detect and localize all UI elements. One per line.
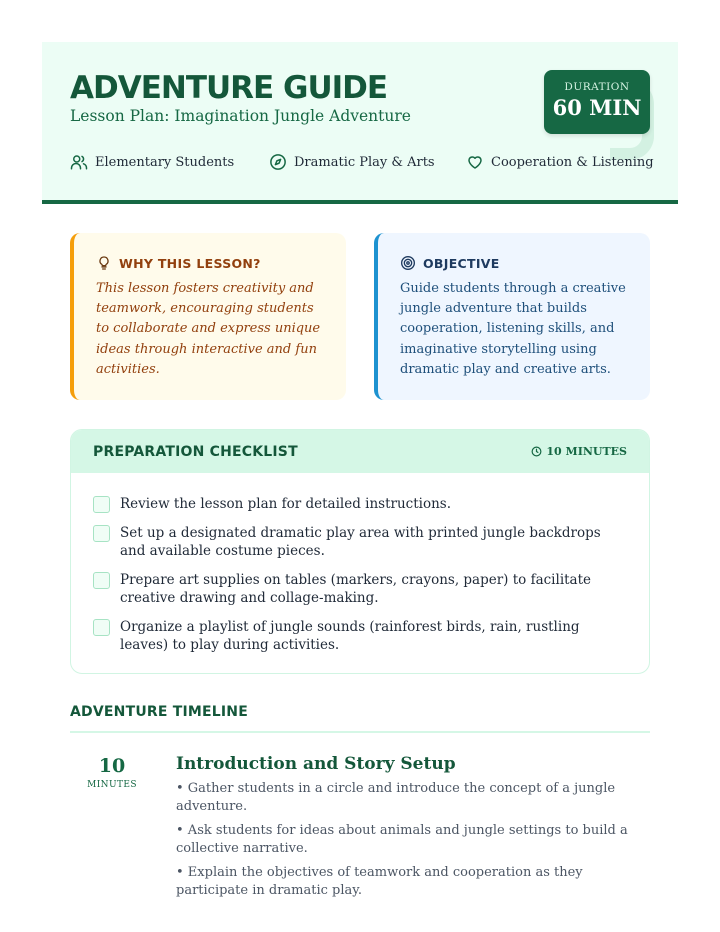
checkbox[interactable] — [93, 619, 110, 636]
objective-card-body: Guide students through a creative jungle adventure that builds cooperation, listening skills, and imaginative storytelling using dramatic play and creative arts. — [400, 281, 626, 377]
tag-label: Dramatic Play & Arts — [294, 154, 435, 170]
checklist-item-text: Prepare art supplies on tables (markers, crayons, paper) to facilitate creative drawing and collage-making. — [120, 572, 592, 606]
checklist-time — [531, 445, 627, 458]
page-title: ADVENTURE GUIDE — [70, 70, 388, 106]
tag-row — [70, 153, 654, 175]
checkbox[interactable] — [93, 496, 110, 513]
checklist-item — [93, 524, 625, 560]
duration-badge — [544, 70, 650, 134]
timeline-bullet: • Gather students in a circle and introduce the concept of a jungle adventure. — [176, 781, 616, 814]
checklist-item-text: Organize a playlist of jungle sounds (rainforest birds, rain, rustling leaves) to play during activities. — [120, 619, 580, 653]
timeline-title: ADVENTURE TIMELINE — [70, 704, 248, 720]
checklist-items — [71, 473, 649, 654]
checkbox[interactable] — [93, 572, 110, 589]
target-icon — [400, 255, 416, 271]
checklist-title: PREPARATION CHECKLIST — [93, 443, 298, 460]
duration-value: 60 MIN — [552, 95, 642, 120]
preparation-checklist — [70, 429, 650, 674]
checkbox[interactable] — [93, 525, 110, 542]
timeline-entry-bullets — [176, 780, 646, 899]
tag-subject — [269, 153, 435, 171]
page-subtitle: Lesson Plan: Imagination Jungle Adventure — [70, 107, 411, 125]
objective-card — [374, 233, 650, 400]
checklist-item — [93, 618, 625, 654]
why-card-title: WHY THIS LESSON? — [119, 255, 261, 271]
tag-skills — [466, 153, 654, 171]
timeline-bullet: • Explain the objectives of teamwork and cooperation as they participate in dramatic play. — [176, 865, 583, 898]
checklist-time-label: 10 MINUTES — [546, 445, 627, 458]
tag-label: Cooperation & Listening — [491, 154, 654, 170]
objective-card-title: OBJECTIVE — [423, 255, 500, 271]
header — [42, 42, 678, 204]
timeline-entry-heading: Introduction and Story Setup — [176, 754, 456, 774]
clock-icon — [531, 446, 542, 457]
objective-card-header — [400, 255, 630, 271]
heart-icon — [466, 153, 484, 171]
timeline-entry — [176, 754, 646, 906]
why-card-header — [96, 255, 326, 271]
why-card — [70, 233, 346, 400]
tag-audience — [70, 153, 234, 171]
timeline-duration-unit: MINUTES — [87, 780, 137, 790]
lightbulb-icon — [96, 255, 112, 271]
timeline-duration-number: 10 — [98, 755, 126, 777]
duration-label: DURATION — [564, 81, 630, 93]
checklist-header — [71, 430, 649, 473]
timeline-divider — [70, 731, 650, 733]
checklist-item — [93, 571, 625, 607]
checklist-item — [93, 495, 625, 513]
checklist-item-text: Set up a designated dramatic play area with printed jungle backdrops and available costume pieces. — [120, 525, 601, 559]
checklist-item-text: Review the lesson plan for detailed instructions. — [120, 496, 451, 512]
compass-icon — [269, 153, 287, 171]
timeline-bullet: • Ask students for ideas about animals and jungle settings to build a collective narrative. — [176, 823, 628, 856]
why-card-body: This lesson fosters creativity and teamwork, encouraging students to collaborate and express unique ideas through interactive and fun activities. — [96, 281, 321, 377]
users-icon — [70, 153, 88, 171]
tag-label: Elementary Students — [95, 154, 235, 170]
